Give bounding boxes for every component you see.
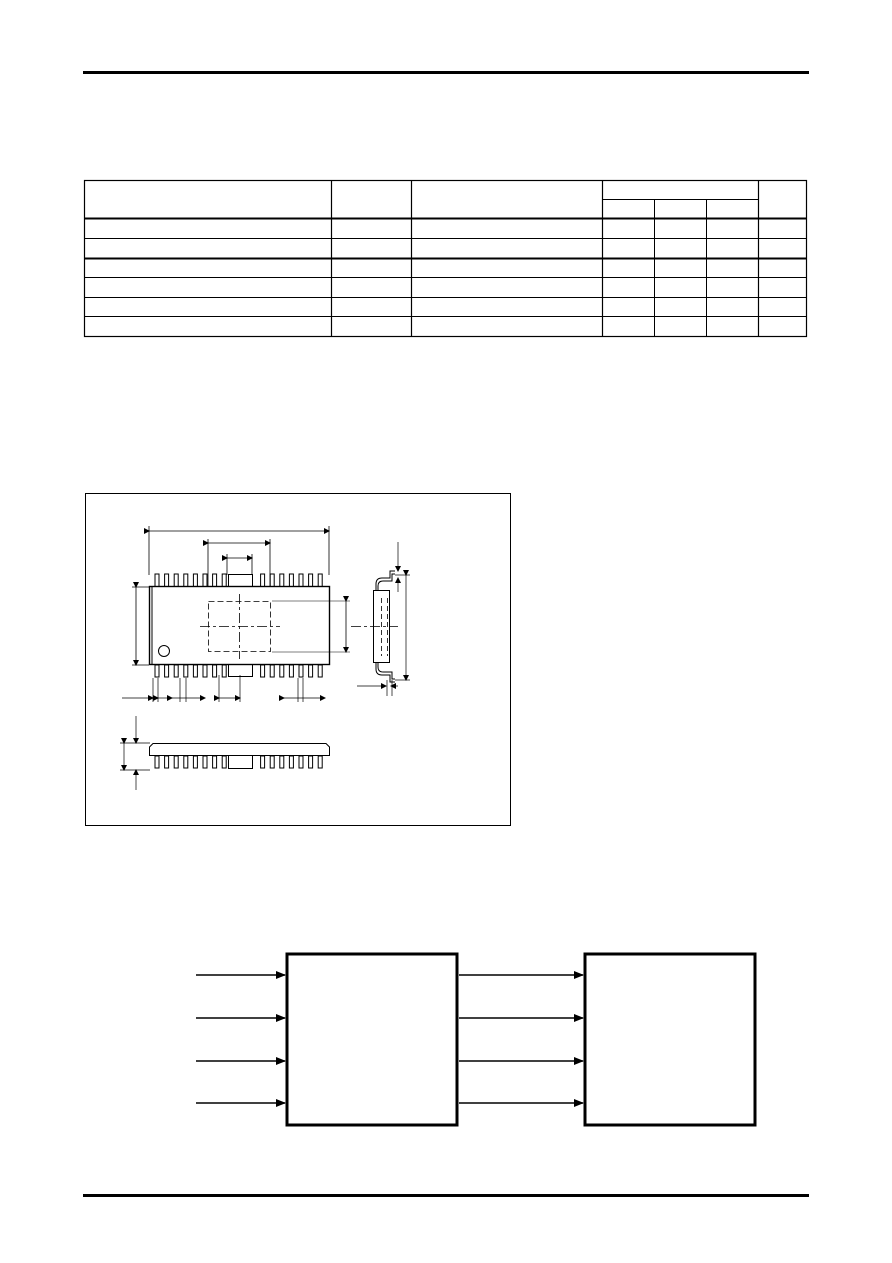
lead-top (165, 574, 169, 587)
lead-top (184, 574, 188, 587)
lead-front (193, 756, 197, 768)
bottom-tab (229, 664, 253, 677)
lead-bottom (193, 665, 197, 677)
side-view-lead-top-inner (378, 574, 395, 590)
package-outline-drawing (86, 494, 511, 826)
lead-front (318, 756, 322, 768)
lead-top (203, 574, 207, 587)
lead-top (270, 574, 274, 587)
lead-bottom (213, 665, 217, 677)
lead-front (299, 756, 303, 768)
lead-bottom (318, 665, 322, 677)
side-view (351, 542, 410, 696)
lead-bottom (299, 665, 303, 677)
lead-top (318, 574, 322, 587)
top-tab (229, 575, 253, 588)
lead-top (155, 574, 159, 587)
lead-top (261, 574, 265, 587)
lead-bottom (203, 665, 207, 677)
front-view-leads (155, 756, 322, 768)
lead-top (213, 574, 217, 587)
front-view (120, 716, 330, 790)
lead-bottom (289, 665, 293, 677)
block-right (585, 954, 755, 1125)
lead-bottom (261, 665, 265, 677)
lead-bottom (165, 665, 169, 677)
lead-front (270, 756, 274, 768)
lead-front (309, 756, 313, 768)
lead-front (289, 756, 293, 768)
block-diagram (196, 954, 755, 1125)
side-view-lead-bottom-inner (378, 663, 395, 679)
front-view-tab (229, 756, 253, 769)
lead-front (203, 756, 207, 768)
lead-front (280, 756, 284, 768)
lead-bottom (184, 665, 188, 677)
lead-bottom (174, 665, 178, 677)
lead-top (222, 574, 226, 587)
front-view-body (150, 744, 330, 756)
lead-top (309, 574, 313, 587)
lead-bottom (222, 665, 226, 677)
lead-front (222, 756, 226, 768)
lead-front (213, 756, 217, 768)
lead-front (165, 756, 169, 768)
lead-top (193, 574, 197, 587)
lead-front (184, 756, 188, 768)
lead-front (261, 756, 265, 768)
lead-bottom (309, 665, 313, 677)
lead-top (280, 574, 284, 587)
lead-front (155, 756, 159, 768)
lead-bottom (280, 665, 284, 677)
lead-top (299, 574, 303, 587)
lead-bottom (270, 665, 274, 677)
block-left (287, 954, 457, 1125)
lead-bottom (155, 665, 159, 677)
lead-top (174, 574, 178, 587)
lead-top (289, 574, 293, 587)
lead-front (174, 756, 178, 768)
electrical-characteristics-table (84, 180, 807, 337)
